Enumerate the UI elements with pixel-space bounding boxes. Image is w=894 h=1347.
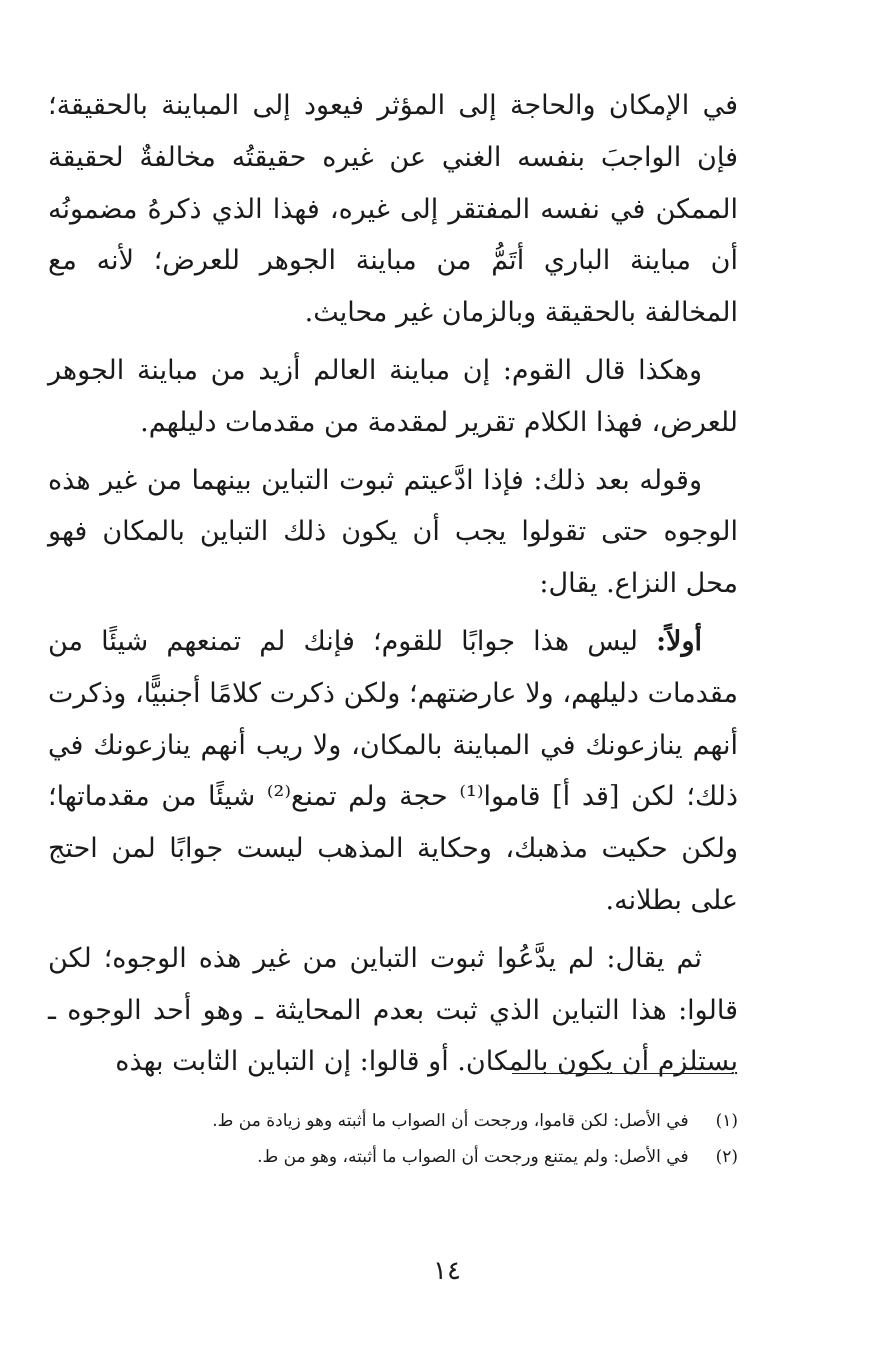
footnote-1: [60, 1103, 738, 1139]
footnote-divider: [512, 1073, 732, 1074]
footnote-2: [60, 1139, 738, 1175]
paragraph-1-text: في الإمكان والحاجة إلى المؤثر فيعود إلى المباينة بالحقيقة؛ فإن الواجبَ بنفسه الغني عن غيره حقيقتُه مخالفةٌ لحقيقة الممكن في نفسه المفتقر إلى غيره، فهذا الذي ذكرهُ مضمونُه أن مباينة الباري أتَمُّ من مباينة الجوهر للعرض؛ لأنه مع المخالفة بالحقيقة وبالزمان غير محايث.: [48, 90, 738, 329]
main-text: [48, 80, 738, 1094]
footnote-2-number: (٢): [715, 1147, 738, 1167]
paragraph-2: [48, 345, 738, 449]
paragraph-4: [48, 616, 738, 927]
paragraph-5: [48, 933, 738, 1088]
paragraph-4-text: ليس هذا جوابًا للقوم؛ فإنك لم تمنعهم شيئًا من مقدمات دليلهم، ولا عارضتهم؛ ولكن ذكرت كلامًا أجنبيًّا، وذكرت أنهم ينازعونك في المباينة بالمكان، ولا ريب أنهم ينازعونك في ذلك؛ لكن [قد أ] قاموا⁽¹⁾ حجة ولم تمنع⁽²⁾ شيئًا من مقدماتها؛ ولكن حكيت مذهبك، وحكاية المذهب ليست جوابًا لمن احتج على بطلانه.: [48, 625, 738, 916]
paragraph-3-text: وقوله بعد ذلك: فإذا ادَّعيتم ثبوت التباين بينهما من غير هذه الوجوه حتى تقولوا يجب أن يكون ذلك التباين بالمكان فهو محل النزاع. يقال:: [48, 464, 738, 600]
paragraph-5-text: ثم يقال: لم يدَّعُوا ثبوت التباين من غير هذه الوجوه؛ لكن قالوا: هذا التباين الذي ثبت بعدم المحايثة ـ وهو أحد الوجوه ـ يستلزم أن يكون بالمكان. أو قالوا: إن التباين الثابت بهذه: [48, 942, 738, 1078]
paragraph-4-lead: أولاً:: [656, 625, 702, 657]
page-number: ١٤: [433, 1256, 461, 1286]
footnote-1-number: (١): [715, 1111, 738, 1131]
footnote-1-text: في الأصل: لكن قاموا، ورجحت أن الصواب ما أثبته وهو زيادة من ط.: [212, 1111, 689, 1131]
footnote-2-text: في الأصل: ولم يمتنع ورجحت أن الصواب ما أثبته، وهو من ط.: [257, 1147, 689, 1167]
footnotes: [60, 1103, 738, 1175]
paragraph-1: [48, 80, 738, 339]
paragraph-3: [48, 455, 738, 610]
paragraph-2-text: وهكذا قال القوم: إن مباينة العالم أزيد من مباينة الجوهر للعرض، فهذا الكلام تقرير لمقدمة من مقدمات دليلهم.: [48, 354, 738, 438]
